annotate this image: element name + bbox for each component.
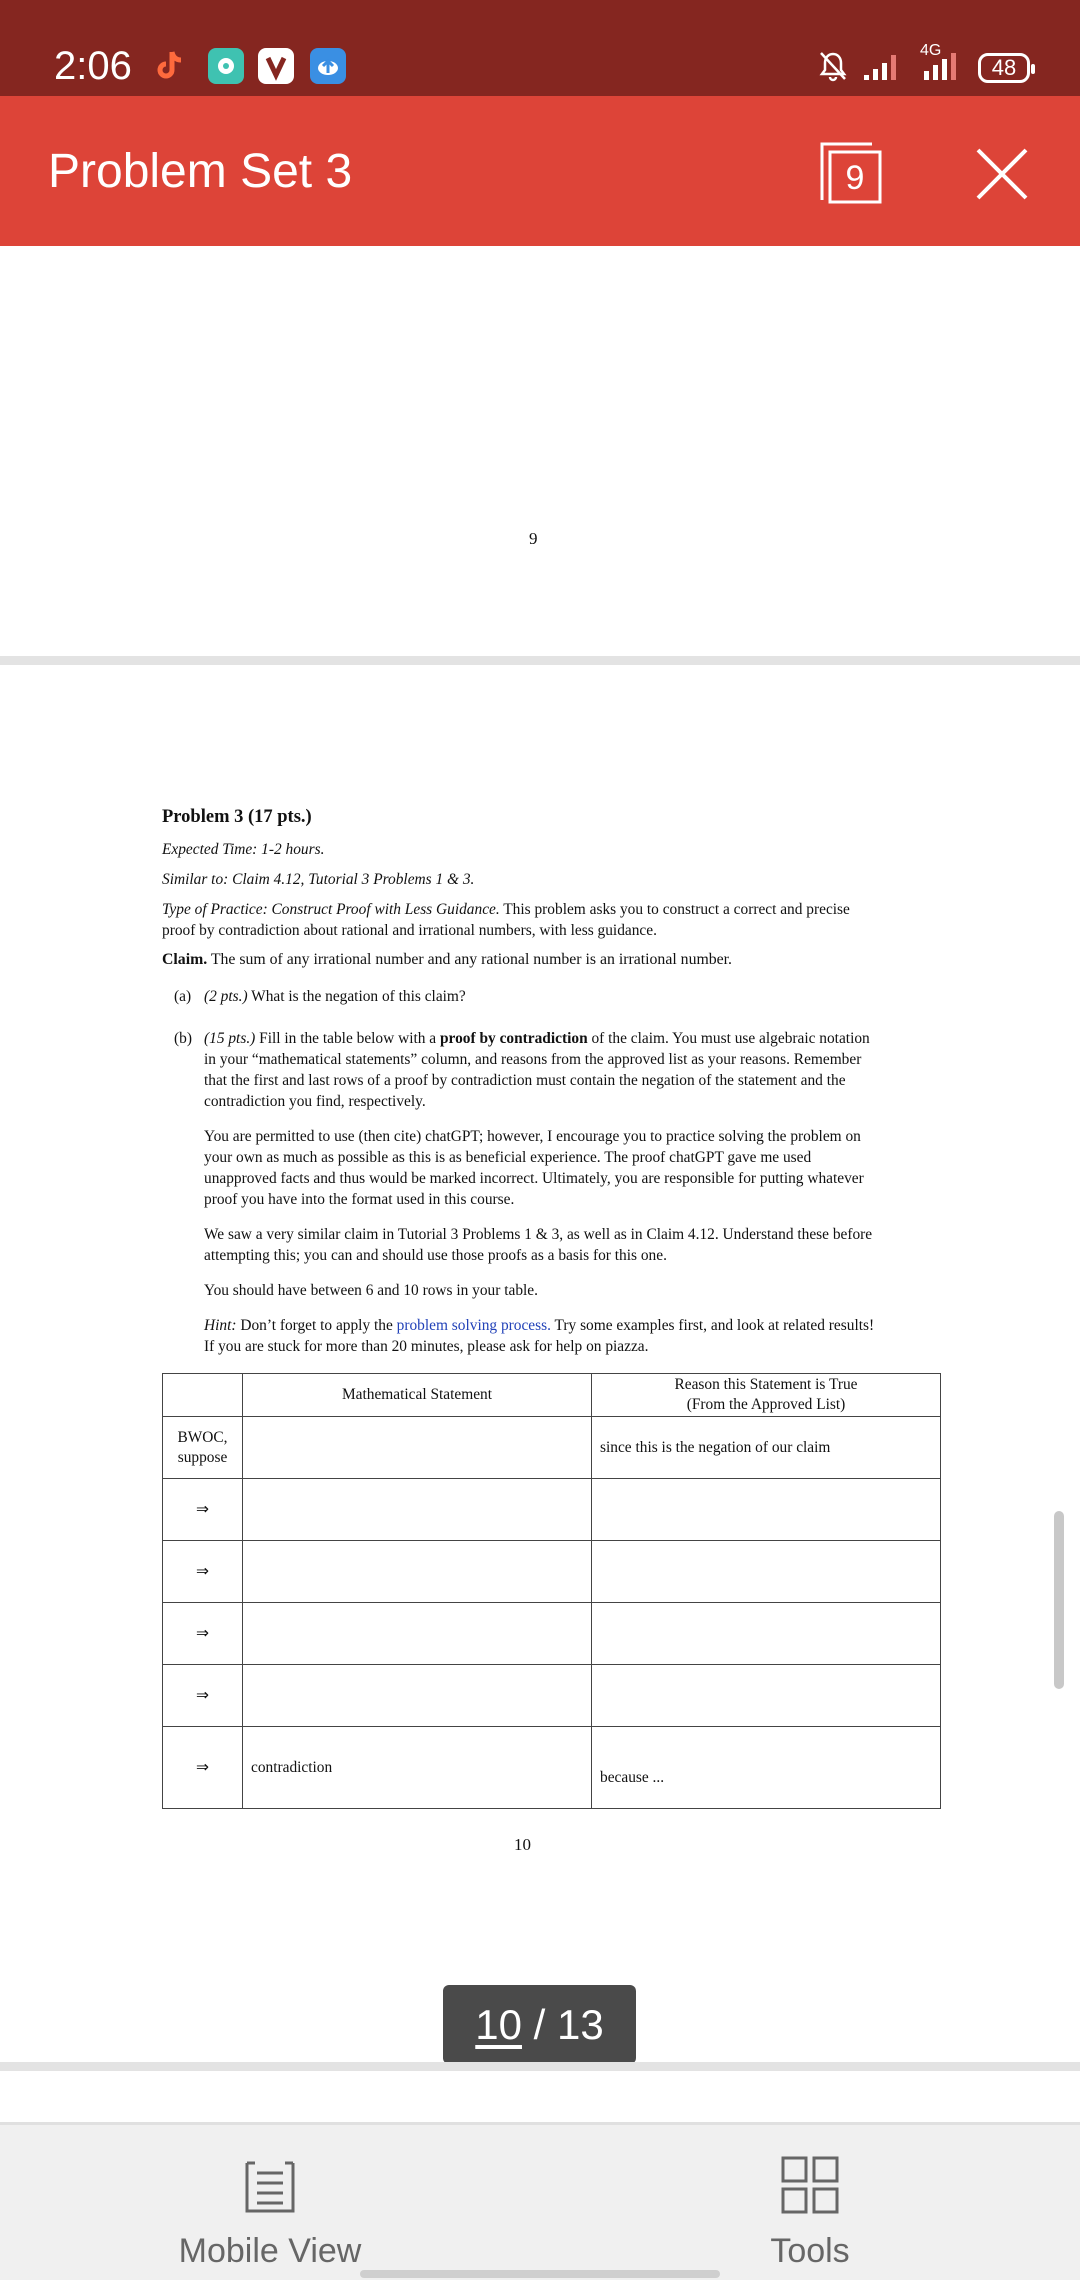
bottom-toolbar xyxy=(0,2122,1080,2280)
table-row xyxy=(163,1603,941,1665)
part-b xyxy=(174,1028,884,1357)
type-text: This problem asks you to construct a correct and precise proof by contradiction about rational and irrational numbers, with less guidance. xyxy=(162,901,850,939)
document-lines-icon xyxy=(243,2155,297,2215)
header-statement: Mathematical Statement xyxy=(243,1374,592,1417)
hint-text-cont: Try some examples first, and look at related results! If you are stuck for more than 20 minutes, please ask for help on piazza. xyxy=(204,1317,875,1355)
battery-indicator: 48 xyxy=(978,53,1030,83)
implies-arrow: ⇒ xyxy=(163,1603,243,1665)
reason-cell[interactable] xyxy=(592,1479,941,1541)
para-row-count: You should have between 6 and 10 rows in your table. xyxy=(204,1282,538,1299)
network-label: 4G xyxy=(920,42,942,59)
statement-cell[interactable] xyxy=(243,1417,592,1479)
statement-cell[interactable] xyxy=(243,1665,592,1727)
total-pages: 13 xyxy=(557,2001,604,2048)
part-b-text: Fill in the table below with a xyxy=(255,1030,440,1047)
reason-cell[interactable]: since this is the negation of our claim xyxy=(592,1417,941,1479)
table-row xyxy=(163,1727,941,1809)
problem-content xyxy=(162,805,884,1357)
implies-arrow: ⇒ xyxy=(163,1479,243,1541)
problem-solving-link[interactable]: problem solving process. xyxy=(396,1317,551,1334)
upload-cloud-icon xyxy=(310,48,346,84)
mobile-view-button[interactable] xyxy=(120,2155,420,2271)
header-reason xyxy=(592,1374,941,1417)
part-b-points: (15 pts.) xyxy=(204,1030,256,1047)
proof-table xyxy=(162,1373,941,1809)
page-divider xyxy=(0,2062,1080,2071)
table-row xyxy=(163,1541,941,1603)
table-row xyxy=(163,1665,941,1727)
claim xyxy=(162,949,884,970)
header-reason-line2: (From the Approved List) xyxy=(686,1396,846,1413)
claim-label: Claim. xyxy=(162,951,208,968)
reason-cell[interactable] xyxy=(592,1665,941,1727)
tools-button[interactable] xyxy=(660,2155,960,2271)
table-cell xyxy=(163,1374,243,1417)
table-row xyxy=(163,1417,941,1479)
hint-text: Don’t forget to apply the xyxy=(236,1317,397,1334)
previous-page-number: 9 xyxy=(529,529,538,548)
part-a-text: What is the negation of this claim? xyxy=(247,988,466,1005)
status-bar xyxy=(0,0,1080,96)
close-button[interactable] xyxy=(972,144,1032,204)
implies-arrow: ⇒ xyxy=(163,1665,243,1727)
statement-cell[interactable]: contradiction xyxy=(243,1727,592,1809)
page-count-badge: 9 xyxy=(845,159,865,197)
hint-label: Hint: xyxy=(204,1317,237,1334)
reason-cell[interactable] xyxy=(592,1541,941,1603)
part-b-bold: proof by contradiction xyxy=(439,1030,588,1047)
network-type xyxy=(916,42,964,85)
para-similar-claim: We saw a very similar claim in Tutorial 3 Problems 1 & 3, as well as in Claim 4.12. Understand these before attempting this; you can and should use those proofs as a basis for this one. xyxy=(204,1226,873,1264)
type-of-practice xyxy=(162,899,884,941)
hint xyxy=(204,1315,884,1357)
table-header-row xyxy=(163,1374,941,1417)
part-a xyxy=(174,986,884,1007)
close-icon xyxy=(972,144,1032,204)
app-bar xyxy=(0,96,1080,246)
status-indicators xyxy=(818,42,1030,86)
statement-cell[interactable] xyxy=(243,1541,592,1603)
statement-cell[interactable] xyxy=(243,1479,592,1541)
status-time: 2:06 xyxy=(54,44,132,88)
header-reason-line1: Reason this Statement is True xyxy=(674,1376,858,1393)
table-row xyxy=(163,1479,941,1541)
document-title: Problem Set 3 xyxy=(48,145,353,198)
part-b-text-cont: of the claim. You must use algebraic notation in your “mathematical statements” column, and reasons from the approved list as your reasons. Remember that the first and last rows of a proof by contradiction must contain the negation of the statement and the contradiction you find, respectively. xyxy=(204,1030,870,1110)
home-indicator[interactable] xyxy=(360,2270,720,2278)
page-divider xyxy=(0,656,1080,665)
expected-time: Expected Time: 1-2 hours. xyxy=(162,841,325,858)
tiktok-icon xyxy=(152,48,188,84)
row-label-line2: suppose xyxy=(177,1448,228,1466)
mobile-view-label: Mobile View xyxy=(178,2232,362,2270)
row-label xyxy=(163,1417,243,1479)
para-chatgpt: You are permitted to use (then cite) chatGPT; however, I encourage you to practice solving the problem on your own as much as possible as this is as beneficial experience. The proof chatGPT gave me used unapproved facts and thus would be marked incorrect. Ultimately, you are responsible for putting whatever proof you have into the format used in this course. xyxy=(204,1128,864,1208)
implies-arrow: ⇒ xyxy=(163,1727,243,1809)
chat-app-icon xyxy=(208,48,244,84)
page-indicator[interactable] xyxy=(443,1985,636,2064)
bell-muted-icon xyxy=(818,50,848,87)
tools-label: Tools xyxy=(770,2232,850,2270)
row-label-line1: BWOC, xyxy=(177,1428,228,1446)
signal-icon xyxy=(862,51,902,86)
reason-cell[interactable] xyxy=(592,1603,941,1665)
part-a-points: (2 pts.) xyxy=(204,988,248,1005)
type-label: Type of Practice: Construct Proof with Less Guidance. xyxy=(162,901,500,918)
similar-to: Similar to: Claim 4.12, Tutorial 3 Problems 1 & 3. xyxy=(162,871,475,888)
reason-cell[interactable]: because ... xyxy=(592,1727,941,1809)
part-a-label: (a) xyxy=(174,988,192,1005)
venmo-icon xyxy=(258,48,294,84)
scrollbar-thumb[interactable] xyxy=(1054,1511,1064,1689)
page-thumbnails-button[interactable] xyxy=(816,138,886,208)
part-b-label: (b) xyxy=(174,1030,192,1047)
problem-title: Problem 3 (17 pts.) xyxy=(162,807,312,827)
tools-grid-icon xyxy=(780,2155,840,2215)
implies-arrow: ⇒ xyxy=(163,1541,243,1603)
statement-cell[interactable] xyxy=(243,1603,592,1665)
current-page: 10 xyxy=(475,2001,522,2048)
claim-text: The sum of any irrational number and any rational number is an irrational number. xyxy=(207,951,733,968)
page-separator: / xyxy=(521,2001,557,2048)
page-number: 10 xyxy=(514,1835,531,1854)
